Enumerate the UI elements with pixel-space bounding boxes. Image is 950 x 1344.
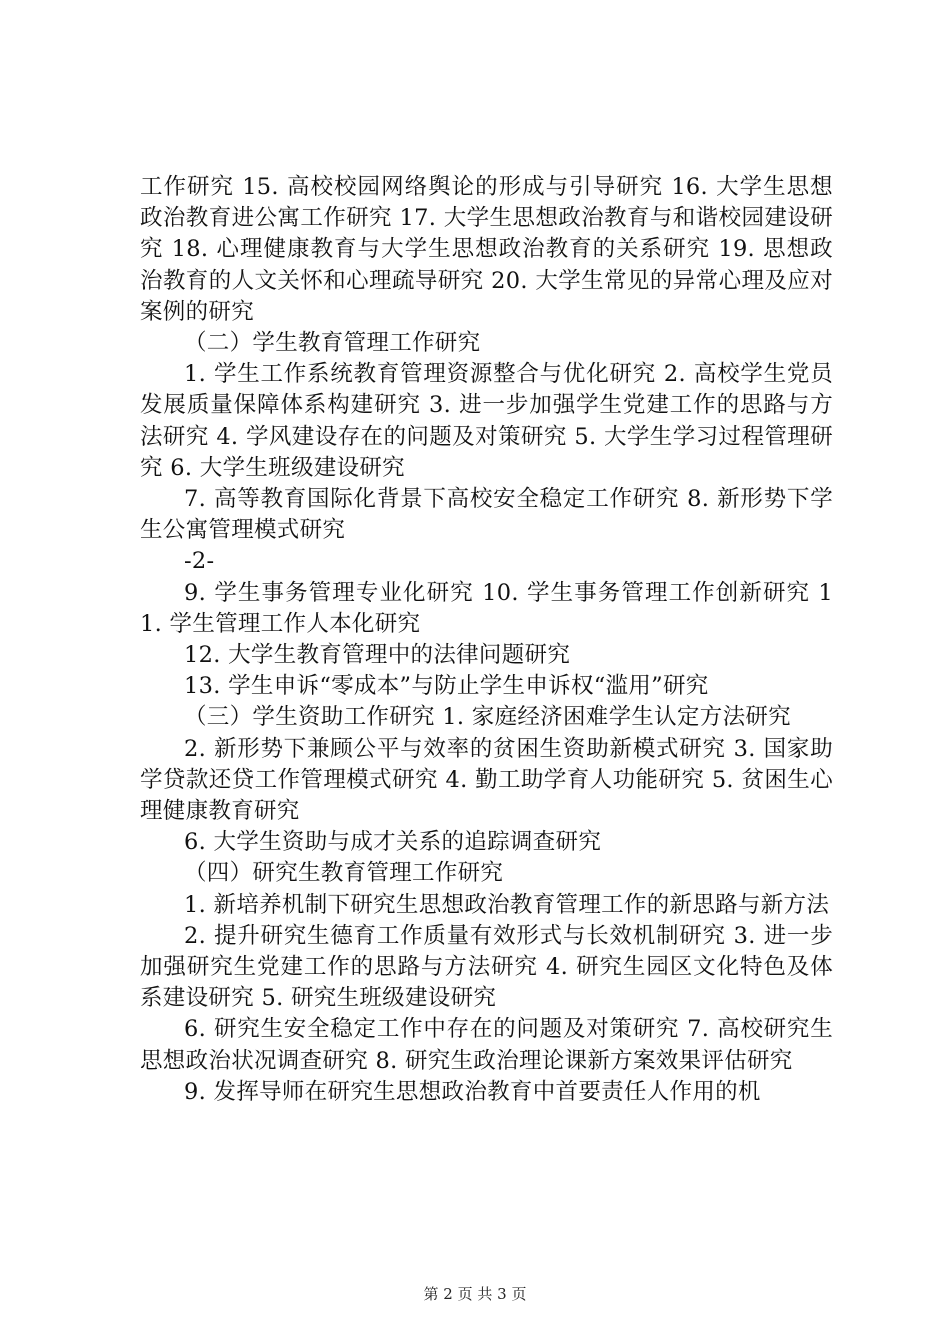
paragraph-continuation: 工作研究 15. 高校校园网络舆论的形成与引导研究 16. 大学生思想政治教育进公寓工作研究 17. 大学生思想政治教育与和谐校园建设研究 18. 心理健康教育与大学生思想政治教育的关系研究 19. 思想政治教育的人文关怀和心理疏导研究 20. 大学生常见的异常心理及应对案例的研究: [140, 174, 833, 325]
section-heading-4: （四）研究生教育管理工作研究: [184, 860, 504, 887]
paragraph: 2. 提升研究生德育工作质量有效形式与长效机制研究 3. 进一步加强研究生党建工作的思路与方法研究 4. 研究生园区文化特色及体系建设研究 5. 研究生班级建设研究: [140, 922, 833, 1012]
paragraph: 9. 学生事务管理专业化研究 10. 学生事务管理工作创新研究 11. 学生管理工作人本化研究: [140, 579, 833, 637]
paragraph: 13. 学生申诉“零成本”与防止学生申诉权“滥用”研究: [184, 673, 709, 700]
paragraph: 1. 新培养机制下研究生思想政治教育管理工作的新思路与新方法: [184, 891, 830, 918]
paragraph: 7. 高等教育国际化背景下高校安全稳定工作研究 8. 新形势下学生公寓管理模式研究: [140, 486, 833, 544]
paragraph: 6. 研究生安全稳定工作中存在的问题及对策研究 7. 高校研究生思想政治状况调查研究 8. 研究生政治理论课新方案效果评估研究: [140, 1016, 833, 1074]
paragraph: 6. 大学生资助与成才关系的追踪调查研究: [184, 829, 602, 856]
paragraph: 12. 大学生教育管理中的法律问题研究: [184, 642, 571, 669]
section-heading-2: （二）学生教育管理工作研究: [184, 330, 481, 357]
paragraph: 2. 新形势下兼顾公平与效率的贫困生资助新模式研究 3. 国家助学贷款还贷工作管理模式研究 4. 勤工助学育人功能研究 5. 贫困生心理健康教育研究: [140, 735, 833, 825]
paragraph: 1. 学生工作系统教育管理资源整合与优化研究 2. 高校学生党员发展质量保障体系构建研究 3. 进一步加强学生党建工作的思路与方法研究 4. 学风建设存在的问题及对策研究 5. 大学生学习过程管理研究 6. 大学生班级建设研究: [140, 361, 833, 481]
page-marker: -2-: [184, 548, 215, 575]
document-body: [140, 172, 833, 1108]
page-footer: 第 2 页 共 3 页: [423, 1285, 527, 1303]
section-heading-3: （三）学生资助工作研究 1. 家庭经济困难学生认定方法研究: [184, 704, 791, 731]
paragraph: 9. 发挥导师在研究生思想政治教育中首要责任人作用的机: [184, 1078, 761, 1105]
